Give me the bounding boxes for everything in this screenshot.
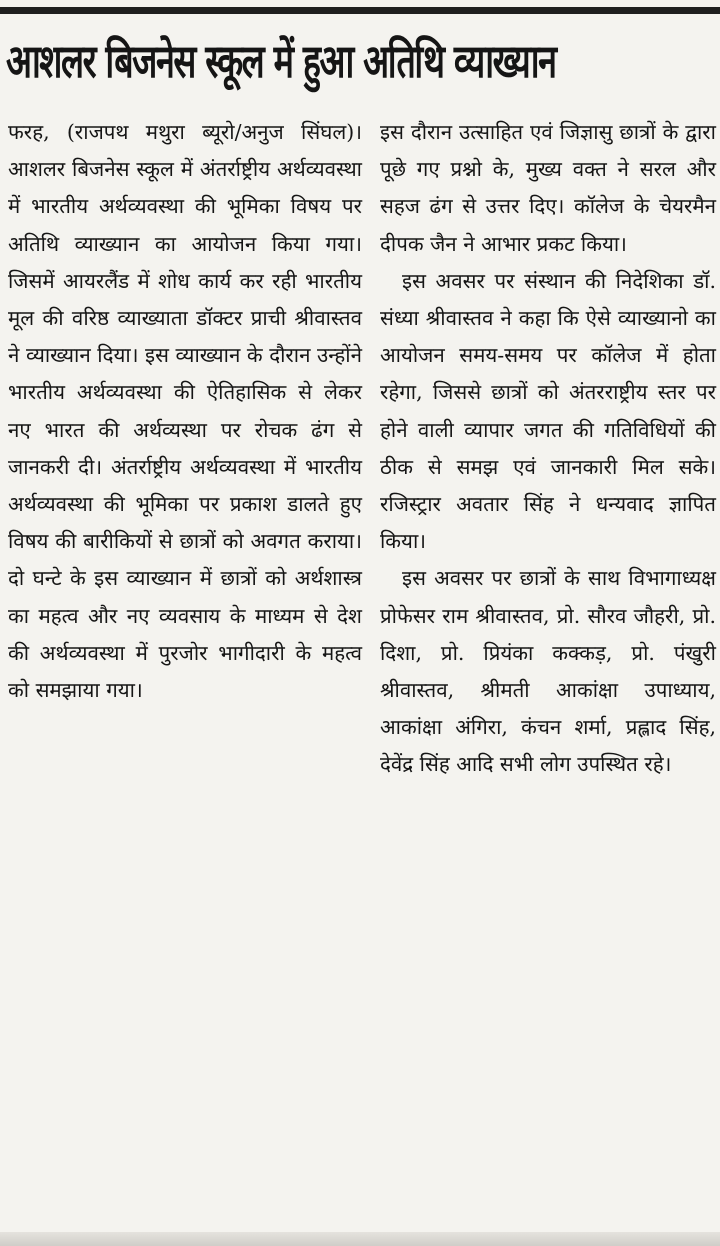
bottom-edge-shadow bbox=[0, 1232, 720, 1246]
left-paragraph-1: फरह, (राजपथ मथुरा ब्यूरो/अनुज सिंघल)। आशलर बिजनेस स्कूल में अंतर्राष्ट्रीय अर्थव्यवस्था में भारतीय अर्थव्यवस्था की भूमिका विषय पर अतिथि व्याख्यान का आयोजन किया गया। जिसमें आयरलैंड में शोध कार्य कर रही भारतीय मूल की वरिष्ठ व्याख्याता डॉक्टर प्राची श्रीवास्तव ने व्याख्यान दिया। इस व्याख्यान के दौरान उन्होंने भारतीय अर्थव्यवस्था की ऐतिहासिक से लेकर नए भारत की अर्थव्यस्था पर रोचक ढंग से जानकरी दी। अंतर्राष्ट्रीय अर्थव्यवस्था में भारतीय अर्थव्यवस्था की भूमिका पर प्रकाश डालते हुए विषय की बारीकियों से छात्रों को अवगत कराया। दो घन्टे के इस व्याख्यान में छात्रों को अर्थशास्त्र का महत्व और नए व्यवसाय के माध्यम से देश की अर्थव्यवस्था में पुरजोर भागीदारी के महत्व को समझाया गया। bbox=[8, 120, 362, 703]
headline: आशलर बिजनेस स्कूल में हुआ अतिथि व्याख्यान bbox=[6, 34, 556, 88]
right-paragraph-3: इस अवसर पर छात्रों के साथ विभागाध्यक्ष प्रोफेसर राम श्रीवास्तव, प्रो. सौरव जौहरी, प्रो. दिशा, प्रो. प्रियंका कक्कड़, प्रो. पंखुरी श्रीवास्तव, श्रीमती आकांक्षा उपाध्याय, आकांक्षा अंगिरा, कंचन शर्मा, प्रह्लाद सिंह, देवेंद्र सिंह आदि सभी लोग उपस्थित रहे। bbox=[380, 566, 716, 777]
right-paragraph-1: इस दौरान उत्साहित एवं जिज्ञासु छात्रों के द्वारा पूछे गए प्रश्नो के, मुख्य वक्त ने सरल और सहज ढंग से उत्तर दिए। कॉलेज के चेयरमैन दीपक जैन ने आभार प्रकट किया। bbox=[380, 120, 716, 256]
right-column bbox=[380, 114, 716, 784]
left-column bbox=[8, 114, 362, 709]
top-rule bbox=[0, 7, 720, 14]
right-paragraph-2: इस अवसर पर संस्थान की निदेशिका डॉ. संध्या श्रीवास्तव ने कहा कि ऐसे व्याख्यानो का आयोजन समय-समय पर कॉलेज में होता रहेगा, जिससे छात्रों को अंतरराष्ट्रीय स्तर पर होने वाली व्यापार जगत की गतिविधियों की ठीक से समझ एवं जानकारी मिल सके। रजिस्ट्रार अवतार सिंह ने धन्यवाद ज्ञापित किया। bbox=[380, 268, 716, 554]
